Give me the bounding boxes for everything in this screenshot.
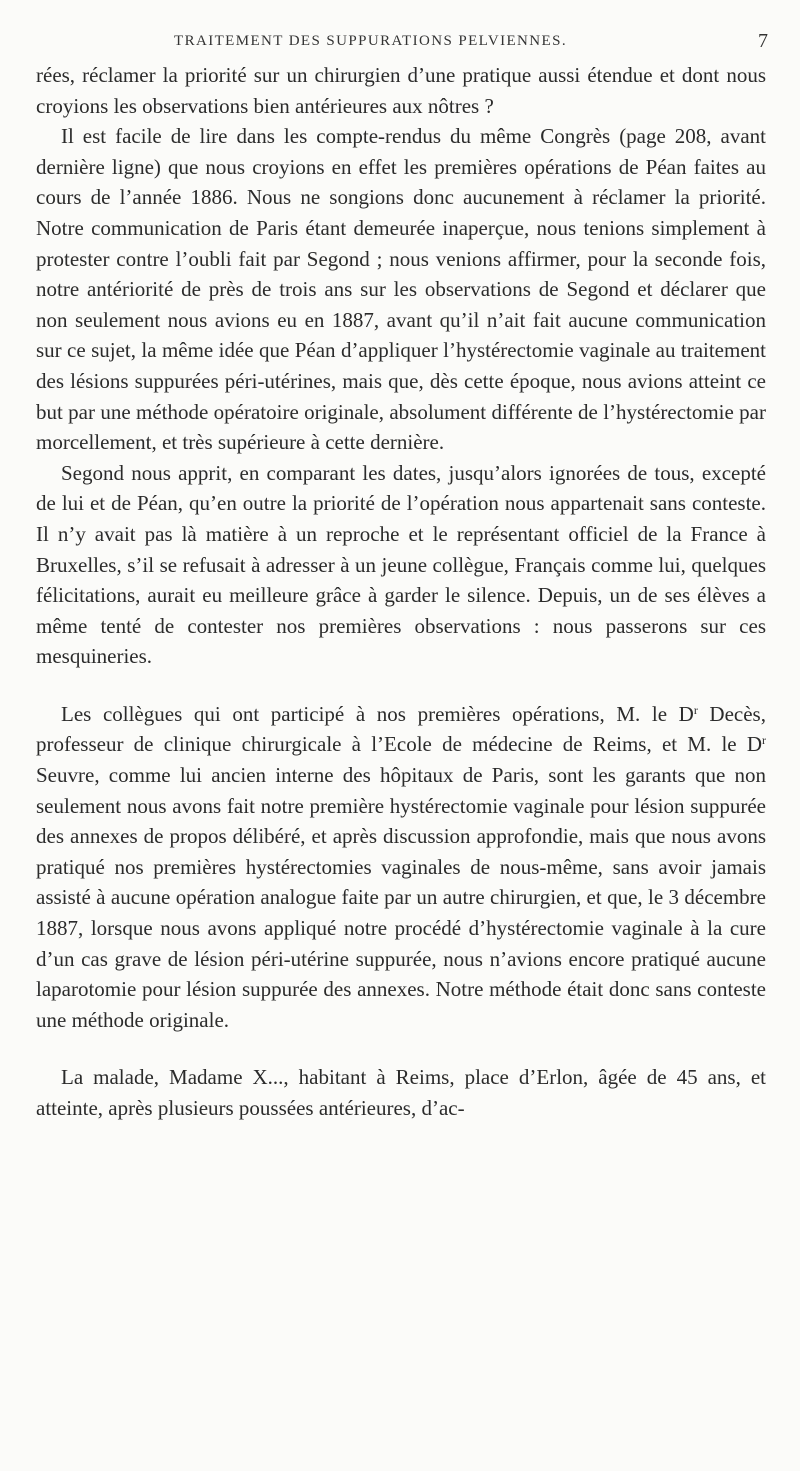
paragraph-congres: Il est facile de lire dans les compte-rendus du même Congrès (page 208, avant dernière ligne) que nous croyions en effet les premières opérations de Péan faites au cours de l’année 1886. Nous ne songions donc aucunement à réclamer la priorité. Notre communication de Paris étant demeurée inaperçue, nous tenions simplement à protester contre l’oubli fait par Segond ; nous venions affirmer, pour la seconde fois, notre antériorité de près de trois ans sur les observations de Segond et déclarer que non seulement nous avions eu en 1887, avant qu’il n’ait fait aucune communication sur ce sujet, la même idée que Péan d’appliquer l’hystérectomie vaginale au traitement des lésions suppurées péri-utérines, mais que, dès cette époque, nous avions atteint ce but par une méthode opératoire originale, absolument différente de l’hystérectomie par morcellement, et très supérieure à cette dernière. (36, 124, 766, 455)
page-number: 7 (758, 30, 768, 52)
page-header (36, 30, 768, 58)
body-text (36, 60, 766, 1124)
paragraph-collegues-part-1: Les collègues qui ont participé à nos premières opérations, M. le D (61, 701, 694, 726)
paragraph-malade: La malade, Madame X..., habitant à Reims, place d’Erlon, âgée de 45 ans, et atteinte, après plusieurs poussées antérieures, d’ac- (36, 1065, 766, 1120)
paragraph-collegues (36, 699, 766, 1036)
doctor-abbrev-superscript: r (693, 702, 698, 717)
doctor-abbrev-superscript: r (762, 733, 766, 748)
paragraph-continuation: rées, réclamer la priorité sur un chirurgien d’une pratique aussi étendue et dont nous croyions les observations bien antérieures aux nôtres ? (36, 63, 766, 118)
paragraph-segond: Segond nous apprit, en comparant les dates, jusqu’alors ignorées de tous, excepté de lui et de Péan, qu’en outre la priorité de l’opération nous appartenait sans conteste. Il n’y avait pas là matière à un reproche et le représentant officiel de la France à Bruxelles, s’il se refusait à adresser à un jeune collègue, Français comme lui, quelques félicitations, aurait eu meilleure grâce à garder le silence. Depuis, un de ses élèves a même tenté de contester nos premières observations : nous passerons sur ces mesquineries. (36, 460, 766, 669)
running-title: TRAITEMENT DES SUPPURATIONS PELVIENNES. (174, 33, 567, 49)
paragraph-collegues-part-3: Seuvre, comme lui ancien interne des hôpitaux de Paris, sont les garants que non seulement nous avons fait notre première hystérectomie vaginale pour lésion suppurée des annexes de propos délibéré, et après discussion approfondie, mais que nous avons pratiqué nos premières hystérectomies vaginales de nous-même, sans avoir jamais assisté à aucune opération analogue faite par un autre chirurgien, et que, le 3 décembre 1887, lorsque nous avons appliqué notre procédé d’hystérectomie vaginale à la cure d’un cas grave de lésion péri-utérine suppurée, nous n’avions encore pratiqué aucune laparotomie pour lésion suppurée des annexes. Notre méthode était donc sans conteste une méthode originale. (36, 763, 766, 1032)
paragraph-collegues-part-2: Decès, professeur de clinique chirurgicale à l’Ecole de médecine de Reims, et M. le D (36, 701, 766, 757)
